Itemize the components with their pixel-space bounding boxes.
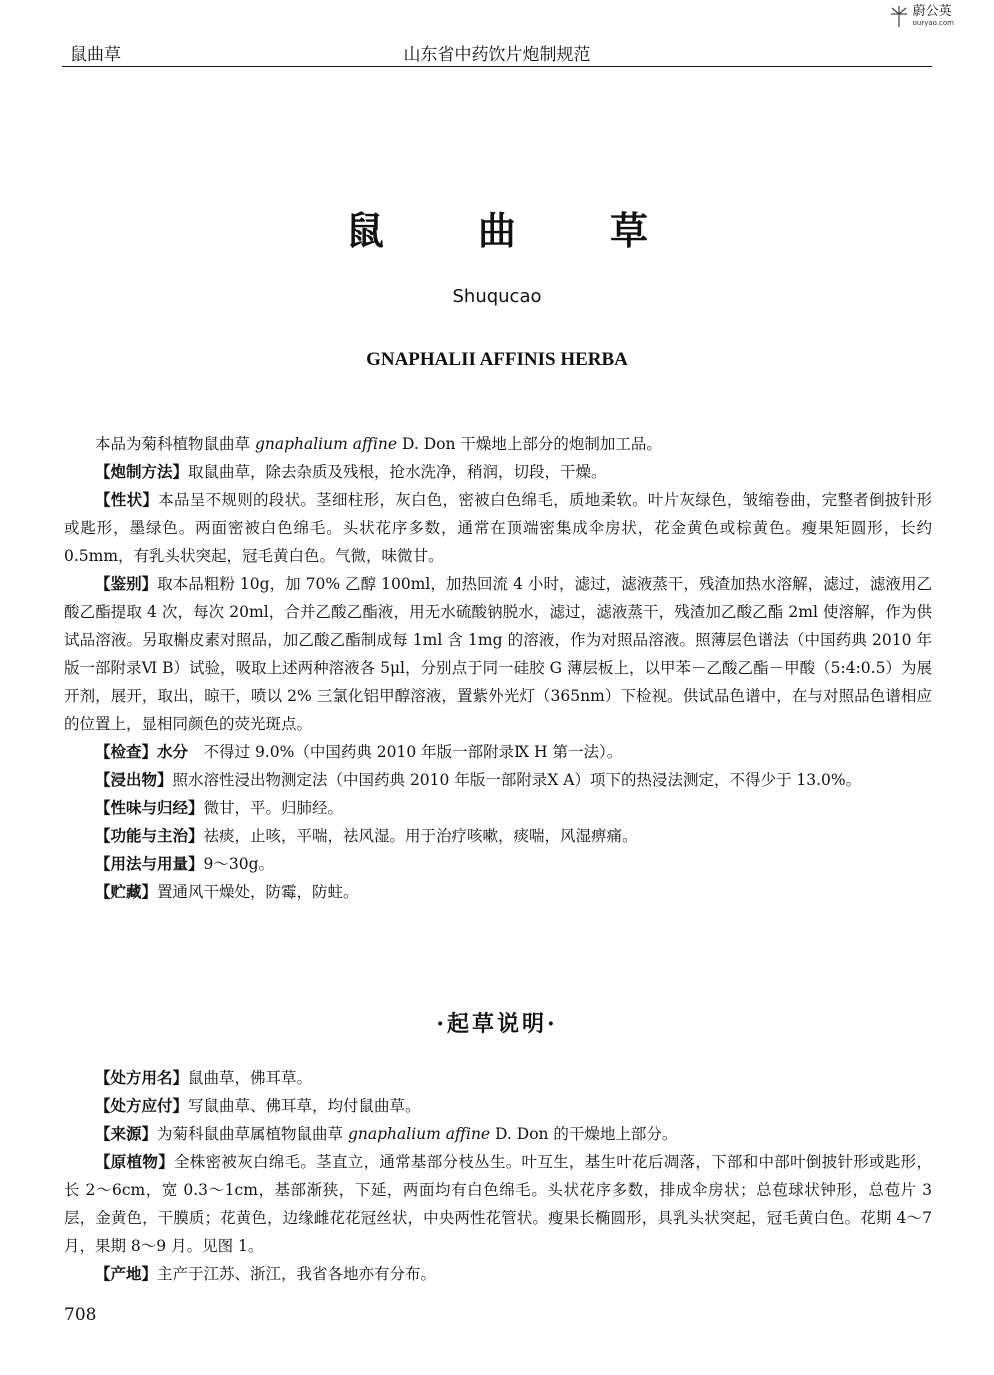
intro-paragraph: 本品为菊科植物鼠曲草 gnaphalium affine D. Don 干燥地上部分的炮制加工品。 xyxy=(95,435,662,453)
section-storage: 【贮藏】置通风干燥处，防霉，防蛀。 xyxy=(95,883,359,901)
page-title: 鼠 曲 草 xyxy=(345,208,676,253)
section-extract: 【浸出物】照水溶性浸出物测定法（中国药典 2010 年版一部附录Ⅹ A）项下的热浸法测定，不得少于 13.0%。 xyxy=(95,771,862,789)
header-rule xyxy=(62,66,932,67)
drafting-dispensing: 【处方应付】写鼠曲草、佛耳草，均付鼠曲草。 xyxy=(95,1097,421,1115)
header-running-title: 鼠曲草 xyxy=(70,45,121,65)
drafting-prescription-name: 【处方用名】鼠曲草，佛耳草。 xyxy=(95,1069,313,1087)
section-identification: 【鉴别】取本品粗粉 10g，加 70% 乙醇 100ml，加热回流 4 小时，滤过，滤液蒸干，残渣加热水溶解，滤过，滤液用乙酸乙酯提取 4 次，每次 20ml，合并乙酸乙酯液，用无水硫酸钠脱水，滤过，滤液蒸干，残渣加乙酸乙酯 2ml 使溶解，作为供试品溶液。另取槲皮素对照品，加乙酸乙酯制成每 1ml 含 1mg 的溶液，作为对照品溶液。照薄层色谱法（中国药典 2010 年版一部附录Ⅵ B）试验，吸取上述两种溶液各 5μl，分别点于同一硅胶 G 薄层板上，以甲苯－乙酸乙酯－甲酸（5:4:0.5）为展开剂，展开，取出，晾干，喷以 2% 三氯化铝甲醇溶液，置紫外光灯（365nm）下检视。供试品色谱中，在与对照品色谱相应的位置上，显相同颜色的荧光斑点。 xyxy=(64,575,932,733)
section-description: 【性状】本品呈不规则的段状。茎细柱形，灰白色，密被白色绵毛，质地柔软。叶片灰绿色，皱缩卷曲，完整者倒披针形或匙形，墨绿色。两面密被白色绵毛。头状花序多数，通常在顶端密集成伞房状，花金黄色或棕黄色。瘦果矩圆形，长约 0.5mm，有乳头状突起，冠毛黄白色。气微，味微甘。 xyxy=(64,491,932,565)
drafting-origin: 【产地】主产于江苏、浙江，我省各地亦有分布。 xyxy=(95,1265,437,1283)
drafting-source: 【来源】为菊科鼠曲草属植物鼠曲草 gnaphalium affine D. Don 的干燥地上部分。 xyxy=(95,1125,678,1143)
monograph-body xyxy=(64,430,932,906)
latin-name: GNAPHALII AFFINIS HERBA xyxy=(366,349,628,370)
site-logo xyxy=(889,5,954,27)
page-number: 708 xyxy=(64,1305,97,1325)
dandelion-icon xyxy=(889,5,909,27)
section-processing: 【炮制方法】取鼠曲草，除去杂质及残根，抢水洗净，稍润，切段，干燥。 xyxy=(95,463,607,481)
header-book-title: 山东省中药饮片炮制规范 xyxy=(403,45,591,65)
pinyin-name: Shuqucao xyxy=(452,286,542,307)
section-nature-meridian: 【性味与归经】微甘，平。归肺经。 xyxy=(95,799,344,817)
logo-text: 蔚公英 xyxy=(912,4,952,19)
section-inspection: 【检查】水分 不得过 9.0%（中国药典 2010 年版一部附录Ⅸ H 第一法）。 xyxy=(95,743,623,761)
drafting-notes-title: ·起草说明· xyxy=(436,1011,558,1037)
section-function: 【功能与主治】祛痰，止咳，平喘，祛风湿。用于治疗咳嗽，痰喘，风湿痹痛。 xyxy=(95,827,638,845)
section-dosage: 【用法与用量】9～30g。 xyxy=(95,855,275,873)
drafting-original-plant: 【原植物】全株密被灰白绵毛。茎直立，通常基部分枝丛生。叶互生，基生叶花后凋落，下部和中部叶倒披针形或匙形，长 2～6cm，宽 0.3～1cm，基部渐狭，下延，两面均有白色绵毛。头状花序多数，排成伞房状；总苞球状钟形，总苞片 3 层，金黄色，干膜质；花黄色，边缘雌花花冠丝状，中央两性花管状。瘦果长椭圆形，具乳头状突起，冠毛黄白色。花期 4～7 月，果期 8～9 月。见图 1。 xyxy=(64,1153,932,1255)
drafting-notes-body xyxy=(64,1064,932,1288)
logo-url: ouryao.com xyxy=(912,19,954,27)
